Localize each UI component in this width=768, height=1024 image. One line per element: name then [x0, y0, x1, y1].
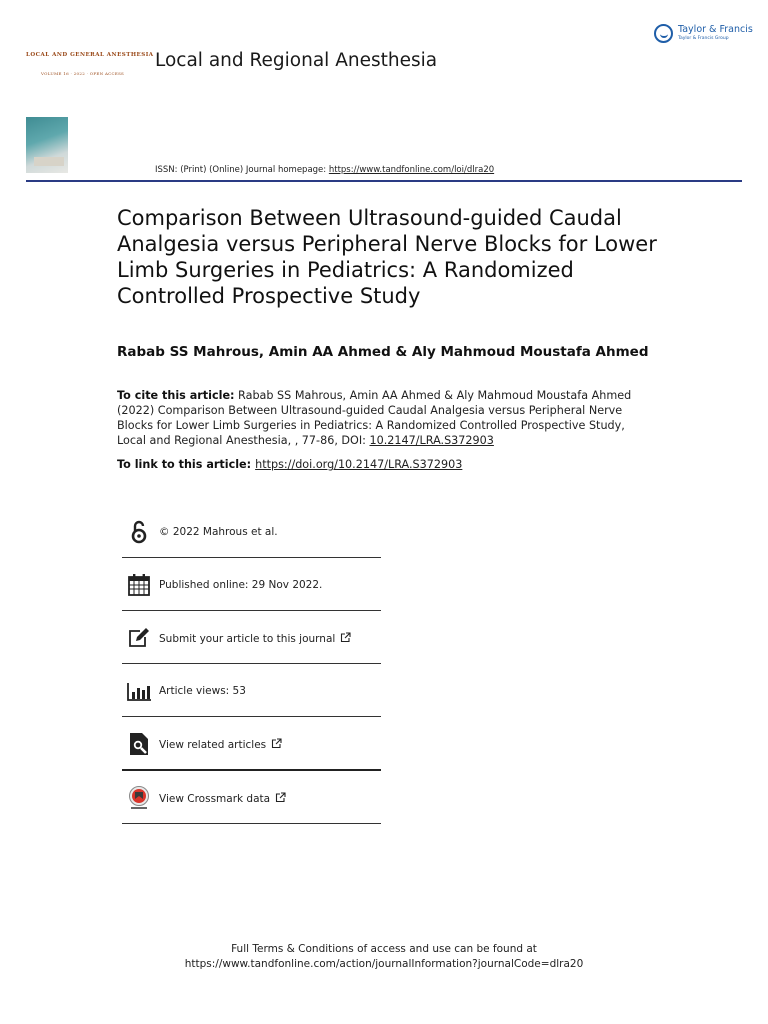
cover-volume-line: VOLUME 16 · 2022 · OPEN ACCESS [41, 71, 125, 76]
submit-article-label: Submit your article to this journal [159, 633, 336, 645]
terms-line: Full Terms & Conditions of access and use can be found at [231, 943, 537, 955]
cite-label: To cite this article: [117, 389, 235, 402]
cover-journal-title: LOCAL AND GENERAL ANESTHESIA [26, 52, 154, 58]
publisher-group: Taylor & Francis Group [678, 36, 729, 41]
external-link-icon [275, 792, 286, 803]
article-authors: Rabab SS Mahrous, Amin AA Ahmed & Aly Mahmoud Moustafa Ahmed [117, 344, 649, 360]
link-label: To link to this article: [117, 458, 252, 471]
terms-footer [0, 942, 768, 972]
taylor-francis-logo [654, 22, 754, 48]
info-row-views [122, 664, 381, 716]
related-articles-icon [126, 731, 152, 757]
bar-chart-icon [126, 678, 152, 704]
article-link-line [117, 458, 462, 471]
doi-link[interactable]: 10.2147/LRA.S372903 [369, 434, 494, 447]
journal-homepage-link[interactable]: https://www.tandfonline.com/loi/dlra20 [328, 165, 495, 175]
view-related-articles-link[interactable] [159, 738, 282, 751]
related-articles-label: View related articles [159, 739, 267, 751]
crossmark-icon [126, 785, 152, 811]
cover-label-band [34, 157, 64, 166]
journal-cover-image [26, 117, 68, 173]
article-doi-url-link[interactable]: https://doi.org/10.2147/LRA.S372903 [255, 458, 463, 471]
article-title: Comparison Between Ultrasound-guided Caudal Analgesia versus Peripheral Nerve Blocks for Lower Limb Surgeries in Pediatrics: A Randomized Controlled Prospective Study [117, 206, 657, 308]
publisher-name: Taylor & Francis [678, 24, 753, 35]
external-link-icon [271, 738, 282, 749]
submit-article-link[interactable] [159, 632, 351, 645]
published-date-label: Published online: 29 Nov 2022. [159, 579, 323, 591]
cite-text: Rabab SS Mahrous, Amin AA Ahmed & Aly Mahmoud Moustafa Ahmed (2022) Comparison Between Ultrasound-guided Caudal Analgesia versus Peripheral Nerve Blocks for Lower Limb Surgeries in Pediatrics: A Randomized Controlled Prospective Study, Local and Regional Anesthesia, , 77-86, DOI: [117, 389, 632, 447]
divider [122, 823, 381, 824]
info-row-related[interactable] [122, 717, 381, 769]
info-row-published [122, 558, 381, 610]
info-row-submit[interactable] [122, 611, 381, 663]
issn-line [155, 165, 494, 175]
edit-icon [126, 625, 152, 651]
calendar-icon [126, 572, 152, 598]
info-row-copyright [122, 505, 381, 557]
citation-block [117, 388, 637, 448]
copyright-label: © 2022 Mahrous et al. [159, 526, 278, 538]
crossmark-label: View Crossmark data [159, 793, 271, 805]
header-rule [26, 180, 742, 182]
view-crossmark-link[interactable] [159, 792, 286, 805]
journal-information-link[interactable]: https://www.tandfonline.com/action/journalInformation?journalCode=dlra20 [184, 958, 584, 970]
article-views-label: Article views: 53 [159, 685, 246, 697]
journal-name: Local and Regional Anesthesia [155, 50, 438, 71]
taylor-francis-logo-icon [654, 24, 673, 43]
issn-text: ISSN: (Print) (Online) Journal homepage: [155, 165, 329, 175]
article-info-list [122, 505, 381, 824]
external-link-icon [340, 632, 351, 643]
info-row-crossmark[interactable] [122, 771, 381, 823]
open-access-icon [126, 519, 152, 545]
